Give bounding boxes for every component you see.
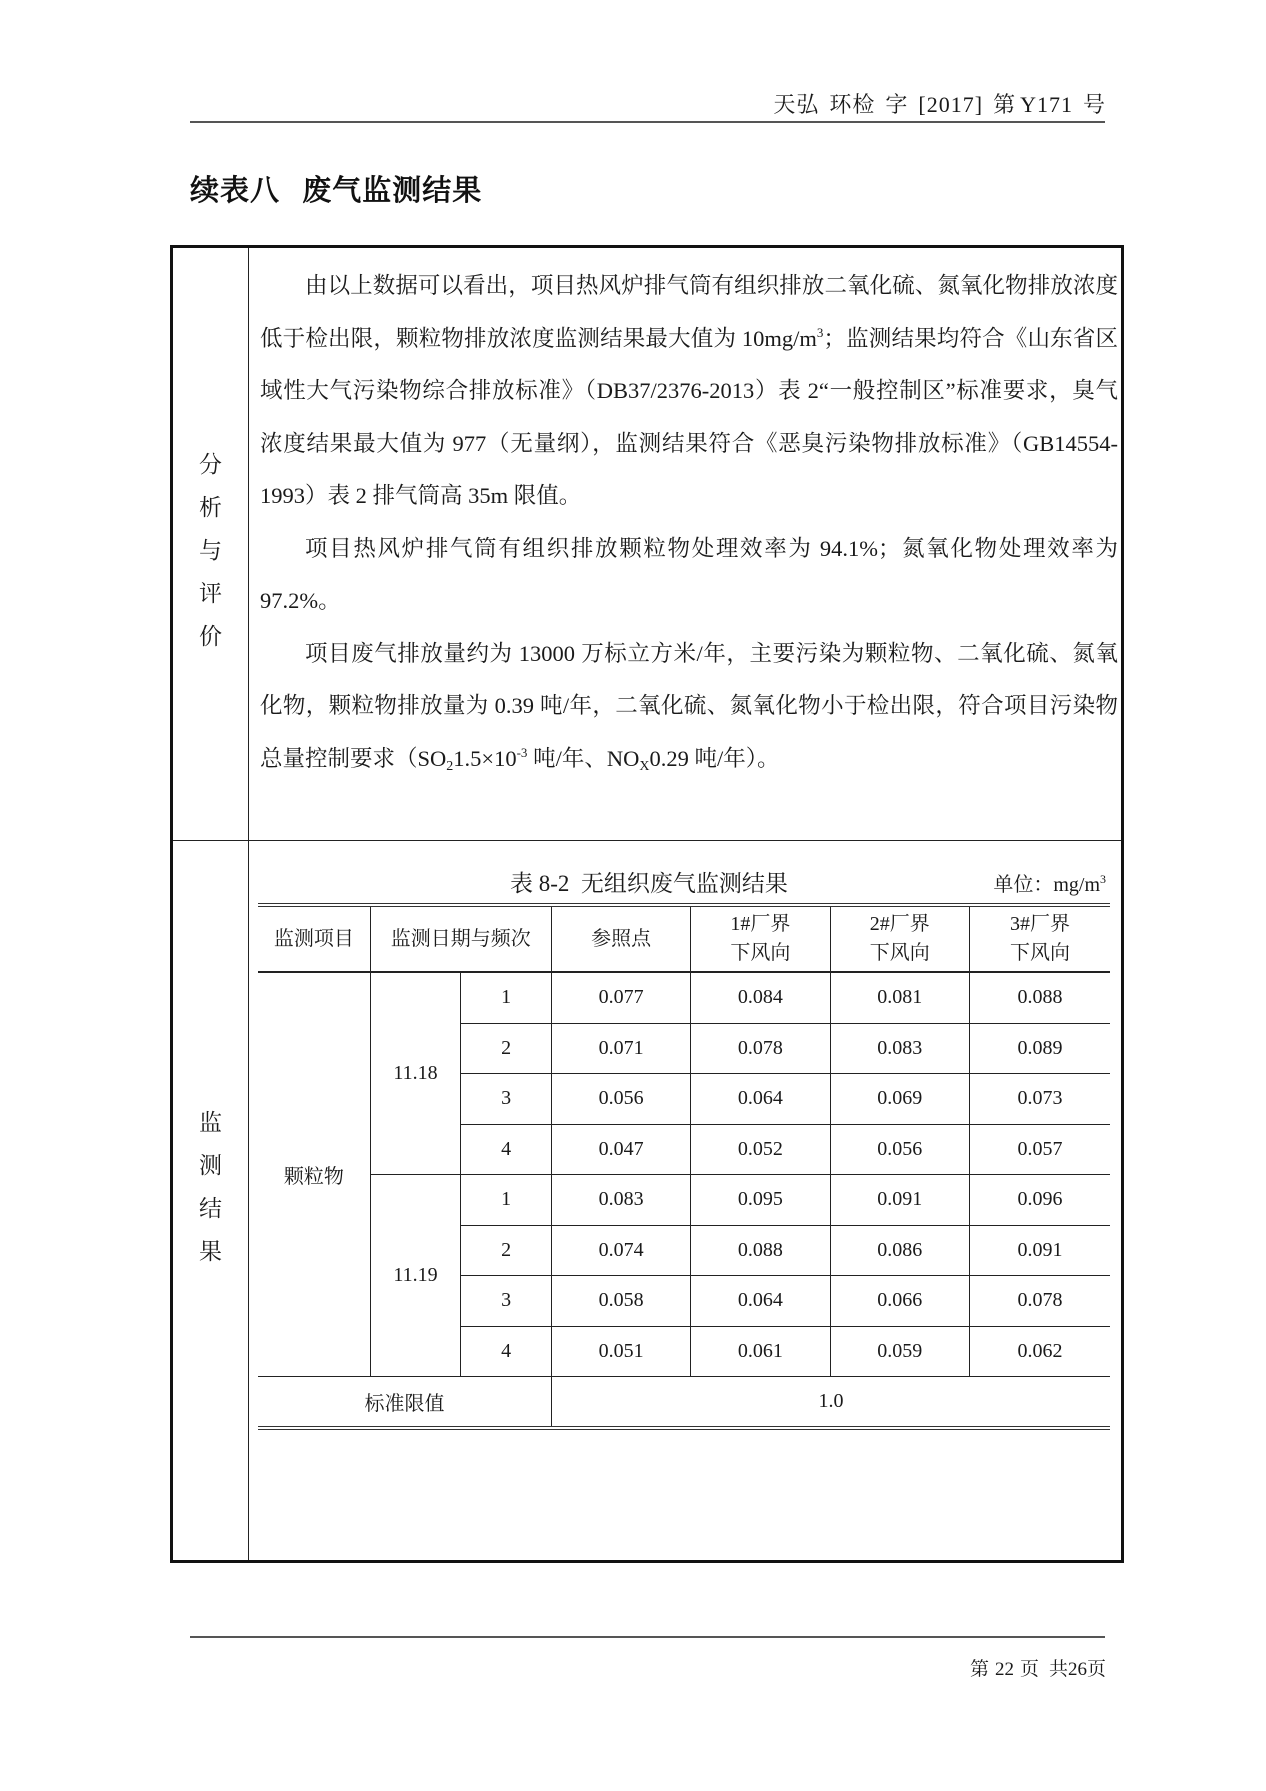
ref-value: 0.051 bbox=[551, 1326, 690, 1377]
label-char: 结 bbox=[199, 1196, 222, 1221]
table-unit bbox=[993, 868, 1106, 897]
ref-value: 0.047 bbox=[551, 1124, 690, 1175]
point-2-value: 0.059 bbox=[830, 1326, 969, 1377]
analysis-label bbox=[173, 443, 248, 658]
superscript: 3 bbox=[816, 324, 824, 340]
freq-cell: 3 bbox=[461, 1074, 552, 1125]
col-point-1 bbox=[691, 905, 830, 972]
ref-value: 0.077 bbox=[551, 972, 690, 1023]
point-3-value: 0.078 bbox=[969, 1276, 1110, 1327]
point-3-value: 0.073 bbox=[969, 1074, 1110, 1125]
dept-name: 环检 bbox=[829, 92, 876, 117]
freq-cell: 3 bbox=[461, 1276, 552, 1327]
text: 下风向 bbox=[869, 942, 930, 964]
ref-value: 0.071 bbox=[551, 1023, 690, 1074]
unit-superscript: 3 bbox=[1100, 872, 1106, 886]
text: 第 bbox=[969, 1659, 989, 1680]
limit-row bbox=[258, 1377, 1110, 1429]
num-suffix: 号 bbox=[1082, 92, 1106, 117]
freq-cell: 4 bbox=[461, 1124, 552, 1175]
freq-cell: 2 bbox=[461, 1023, 552, 1074]
point-2-value: 0.091 bbox=[830, 1175, 969, 1226]
text: 下风向 bbox=[1009, 942, 1070, 964]
page-title: 续表八 废气监测结果 bbox=[190, 173, 483, 207]
freq-cell: 4 bbox=[461, 1326, 552, 1377]
text: 共 bbox=[1048, 1659, 1068, 1680]
footer-divider bbox=[190, 1636, 1105, 1638]
label-char: 测 bbox=[199, 1153, 222, 1178]
text: 1#厂界 bbox=[730, 913, 791, 935]
report-number bbox=[763, 88, 1106, 119]
text: 页 bbox=[1019, 1659, 1039, 1680]
point-3-value: 0.088 bbox=[969, 972, 1110, 1023]
text: 由以上数据可以看出，项目热风炉排气筒有组织排放二氧化硫、氮氧化物排放浓度低于检出限，颗粒物排放浓度监测结果最大值为 10mg/m bbox=[260, 273, 1118, 351]
freq-cell: 2 bbox=[461, 1225, 552, 1276]
text: 1.5×10 bbox=[453, 745, 517, 771]
label-char: 与 bbox=[199, 538, 222, 563]
text: 下风向 bbox=[730, 942, 791, 964]
label-char: 评 bbox=[199, 581, 222, 606]
table-caption: 表 8-2 无组织废气监测结果 bbox=[510, 871, 788, 896]
item-cell: 颗粒物 bbox=[258, 972, 370, 1377]
point-1-value: 0.064 bbox=[691, 1276, 830, 1327]
point-2-value: 0.086 bbox=[830, 1225, 969, 1276]
point-2-value: 0.083 bbox=[830, 1023, 969, 1074]
org-name: 天弘 bbox=[773, 92, 820, 117]
freq-cell: 1 bbox=[461, 1175, 552, 1226]
freq-cell: 1 bbox=[461, 972, 552, 1023]
text: 3#厂界 bbox=[1009, 913, 1070, 935]
num-prefix: 第 bbox=[993, 92, 1017, 117]
label-char: 价 bbox=[199, 624, 222, 649]
limit-value: 1.0 bbox=[551, 1377, 1110, 1429]
date-cell: 11.18 bbox=[370, 972, 461, 1175]
current-page: 22 bbox=[994, 1659, 1014, 1680]
num: Y171 bbox=[1020, 92, 1073, 117]
col-point-3 bbox=[969, 905, 1110, 972]
text: 页 bbox=[1086, 1659, 1106, 1680]
col-date-freq: 监测日期与频次 bbox=[370, 905, 551, 972]
point-3-value: 0.089 bbox=[969, 1023, 1110, 1074]
superscript: -3 bbox=[516, 744, 528, 760]
label-char: 分 bbox=[199, 452, 222, 477]
point-3-value: 0.062 bbox=[969, 1326, 1110, 1377]
point-2-value: 0.066 bbox=[830, 1276, 969, 1327]
analysis-text bbox=[260, 260, 1118, 785]
analysis-paragraph-3 bbox=[260, 628, 1118, 786]
point-1-value: 0.095 bbox=[691, 1175, 830, 1226]
table-row bbox=[258, 1175, 1110, 1226]
table-header-row bbox=[258, 905, 1110, 972]
ref-value: 0.058 bbox=[551, 1276, 690, 1327]
text: 2#厂界 bbox=[869, 913, 930, 935]
text: 项目废气排放量约为 13000 万标立方米/年，主要污染为颗粒物、二氧化硫、氮氧化物，颗粒物排放量为 0.39 吨/年，二氧化硫、氮氧化物小于检出限，符合项目污染物总量控制要求（SO bbox=[260, 640, 1118, 771]
ref-value: 0.056 bbox=[551, 1074, 690, 1125]
word: 字 bbox=[885, 92, 909, 117]
point-2-value: 0.069 bbox=[830, 1074, 969, 1125]
frame-row-divider bbox=[173, 840, 1121, 841]
point-1-value: 0.078 bbox=[691, 1023, 830, 1074]
analysis-paragraph-2: 项目热风炉排气筒有组织排放颗粒物处理效率为 94.1%；氮氧化物处理效率为 97.2%。 bbox=[260, 535, 1118, 613]
limit-label: 标准限值 bbox=[258, 1377, 551, 1429]
point-2-value: 0.056 bbox=[830, 1124, 969, 1175]
text: 吨/年、NO bbox=[527, 745, 640, 771]
text: ；监测结果均符合《山东省区域性大气污染物综合排放标准》（DB37/2376-2013）表 2“一般控制区”标准要求，臭气浓度结果最大值为 977（无量纲），监测结果符合《恶臭污染物排放标准》（GB14554-1993）表 2 排气筒高 35m 限值。 bbox=[260, 325, 1118, 508]
label-char: 析 bbox=[199, 495, 222, 520]
point-3-value: 0.091 bbox=[969, 1225, 1110, 1276]
subscript: 2 bbox=[446, 758, 454, 774]
page-number bbox=[964, 1654, 1106, 1681]
col-item: 监测项目 bbox=[258, 905, 370, 972]
frame-column-divider bbox=[248, 248, 249, 1560]
text: 0.29 吨/年）。 bbox=[649, 745, 780, 771]
results-label bbox=[173, 1101, 248, 1273]
label-char: 果 bbox=[199, 1239, 222, 1264]
point-3-value: 0.096 bbox=[969, 1175, 1110, 1226]
point-2-value: 0.081 bbox=[830, 972, 969, 1023]
label-char: 监 bbox=[199, 1110, 222, 1135]
year: [2017] bbox=[918, 92, 984, 117]
point-1-value: 0.052 bbox=[691, 1124, 830, 1175]
date-cell: 11.19 bbox=[370, 1175, 461, 1377]
point-3-value: 0.057 bbox=[969, 1124, 1110, 1175]
analysis-paragraph-1 bbox=[260, 260, 1118, 523]
monitoring-table bbox=[258, 903, 1110, 1430]
ref-value: 0.074 bbox=[551, 1225, 690, 1276]
point-1-value: 0.061 bbox=[691, 1326, 830, 1377]
point-1-value: 0.088 bbox=[691, 1225, 830, 1276]
total-pages: 26 bbox=[1067, 1659, 1087, 1680]
header-divider bbox=[190, 121, 1105, 123]
ref-value: 0.083 bbox=[551, 1175, 690, 1226]
point-1-value: 0.064 bbox=[691, 1074, 830, 1125]
subscript: X bbox=[639, 758, 650, 774]
col-ref: 参照点 bbox=[551, 905, 690, 972]
col-point-2 bbox=[830, 905, 969, 972]
unit-text: 单位：mg/m bbox=[993, 874, 1100, 896]
table-row bbox=[258, 972, 1110, 1023]
point-1-value: 0.084 bbox=[691, 972, 830, 1023]
